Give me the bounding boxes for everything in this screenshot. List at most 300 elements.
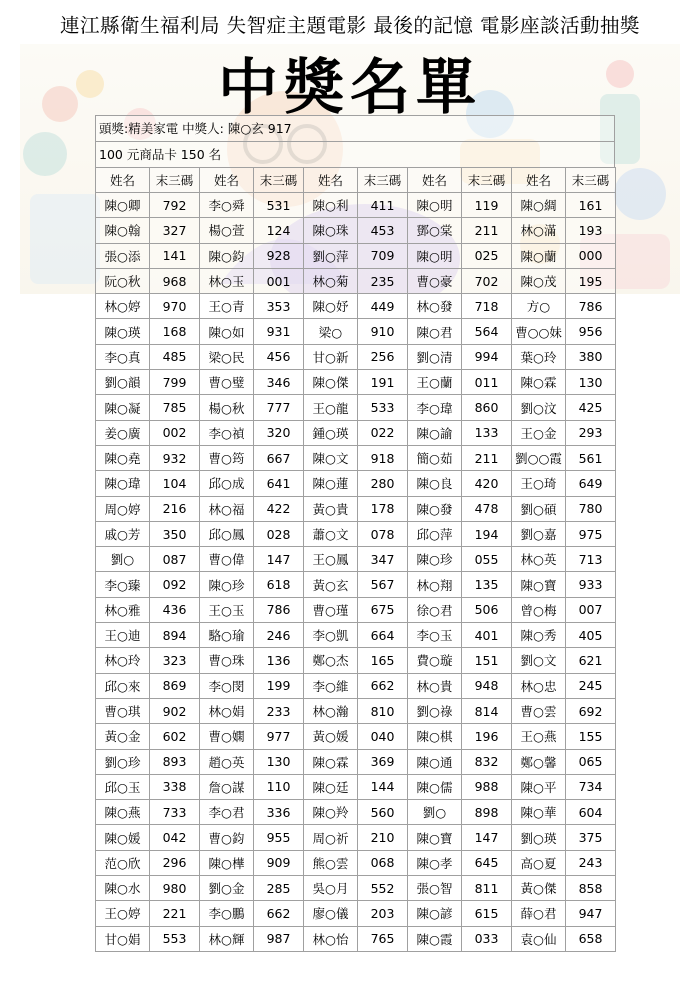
winner-code-cell: 011	[462, 370, 512, 395]
winner-code-cell: 168	[150, 319, 200, 344]
winner-name-cell: 詹○謀	[200, 774, 254, 799]
winner-code-cell: 968	[150, 268, 200, 293]
winner-code-cell: 130	[566, 370, 616, 395]
winner-code-cell: 531	[254, 193, 304, 218]
winners-table	[95, 167, 616, 952]
winner-name-cell: 曹○琪	[96, 698, 150, 723]
winner-name-cell: 林○貴	[408, 673, 462, 698]
winner-code-cell: 713	[566, 547, 616, 572]
column-header-name: 姓名	[512, 168, 566, 193]
winner-name-cell: 黃○媛	[304, 724, 358, 749]
table-row	[96, 243, 616, 268]
winner-code-cell: 065	[566, 749, 616, 774]
winner-code-cell: 675	[358, 597, 408, 622]
winner-name-cell: 曹○珠	[200, 648, 254, 673]
winner-code-cell: 022	[358, 420, 408, 445]
table-body	[96, 193, 616, 952]
winner-name-cell: 劉○清	[408, 344, 462, 369]
winner-code-cell: 449	[358, 294, 408, 319]
winner-code-cell: 567	[358, 572, 408, 597]
winner-name-cell: 葉○玲	[512, 344, 566, 369]
winner-code-cell: 931	[254, 319, 304, 344]
table-row	[96, 193, 616, 218]
winner-name-cell: 陳○樺	[200, 850, 254, 875]
winner-code-cell: 709	[358, 243, 408, 268]
winner-code-cell: 028	[254, 521, 304, 546]
winner-name-cell: 駱○瑜	[200, 623, 254, 648]
winner-code-cell: 001	[254, 268, 304, 293]
winner-name-cell: 梁○	[304, 319, 358, 344]
winner-code-cell: 552	[358, 876, 408, 901]
winner-name-cell: 林○忠	[512, 673, 566, 698]
winner-code-cell: 002	[150, 420, 200, 445]
winner-code-cell: 246	[254, 623, 304, 648]
winner-code-cell: 025	[462, 243, 512, 268]
winner-name-cell: 劉○祿	[408, 698, 462, 723]
winner-name-cell: 李○凱	[304, 623, 358, 648]
winner-name-cell: 陳○君	[408, 319, 462, 344]
winner-code-cell: 955	[254, 825, 304, 850]
winner-name-cell: 陳○良	[408, 471, 462, 496]
winner-code-cell: 245	[566, 673, 616, 698]
table-row	[96, 496, 616, 521]
winner-name-cell: 李○瑋	[408, 395, 462, 420]
winner-name-cell: 吳○月	[304, 876, 358, 901]
winner-code-cell: 124	[254, 218, 304, 243]
table-row	[96, 597, 616, 622]
winner-code-cell: 216	[150, 496, 200, 521]
winner-name-cell: 陳○秀	[512, 623, 566, 648]
winner-name-cell: 陳○珍	[408, 547, 462, 572]
winner-name-cell: 徐○君	[408, 597, 462, 622]
table-row	[96, 749, 616, 774]
winner-code-cell: 141	[150, 243, 200, 268]
winner-code-cell: 040	[358, 724, 408, 749]
winner-name-cell: 陳○凝	[96, 395, 150, 420]
winner-code-cell: 533	[358, 395, 408, 420]
winner-code-cell: 641	[254, 471, 304, 496]
winner-code-cell: 195	[566, 268, 616, 293]
winner-code-cell: 858	[566, 876, 616, 901]
winner-code-cell: 210	[358, 825, 408, 850]
winner-code-cell: 918	[358, 445, 408, 470]
winner-name-cell: 曹○鈞	[200, 825, 254, 850]
winner-code-cell: 104	[150, 471, 200, 496]
winner-name-cell: 陳○卿	[96, 193, 150, 218]
winner-code-cell: 988	[462, 774, 512, 799]
winner-name-cell: 林○福	[200, 496, 254, 521]
winner-name-cell: 陳○媛	[96, 825, 150, 850]
winner-name-cell: 曹○璧	[200, 370, 254, 395]
winner-code-cell: 786	[566, 294, 616, 319]
winner-code-cell: 832	[462, 749, 512, 774]
winner-name-cell: 林○怡	[304, 926, 358, 951]
winner-code-cell: 618	[254, 572, 304, 597]
winner-name-cell: 劉○文	[512, 648, 566, 673]
winner-name-cell: 劉○韻	[96, 370, 150, 395]
winner-name-cell: 劉○金	[200, 876, 254, 901]
winners-heading: 中獎名單	[218, 53, 482, 123]
winner-code-cell: 658	[566, 926, 616, 951]
winner-code-cell: 456	[254, 344, 304, 369]
table-row	[96, 319, 616, 344]
winner-code-cell: 928	[254, 243, 304, 268]
winner-code-cell: 933	[566, 572, 616, 597]
winner-name-cell: 陳○通	[408, 749, 462, 774]
winner-code-cell: 211	[462, 445, 512, 470]
winner-code-cell: 130	[254, 749, 304, 774]
table-row	[96, 471, 616, 496]
winner-name-cell: 劉○碩	[512, 496, 566, 521]
column-header-code: 末三碼	[358, 168, 408, 193]
winner-name-cell: 林○英	[512, 547, 566, 572]
winner-name-cell: 劉○嘉	[512, 521, 566, 546]
winner-code-cell: 777	[254, 395, 304, 420]
winner-code-cell: 948	[462, 673, 512, 698]
winner-name-cell: 陳○羚	[304, 800, 358, 825]
winner-code-cell: 980	[150, 876, 200, 901]
winner-name-cell: 陳○霖	[512, 370, 566, 395]
winner-code-cell: 346	[254, 370, 304, 395]
winner-code-cell: 780	[566, 496, 616, 521]
winner-name-cell: 李○臻	[96, 572, 150, 597]
winner-code-cell: 196	[462, 724, 512, 749]
winner-name-cell: 高○夏	[512, 850, 566, 875]
table-row	[96, 445, 616, 470]
column-header-name: 姓名	[96, 168, 150, 193]
winner-code-cell: 119	[462, 193, 512, 218]
winner-code-cell: 280	[358, 471, 408, 496]
table-row	[96, 901, 616, 926]
winner-code-cell: 401	[462, 623, 512, 648]
winner-name-cell: 阮○秋	[96, 268, 150, 293]
winner-name-cell: 黃○金	[96, 724, 150, 749]
winner-name-cell: 陳○孝	[408, 850, 462, 875]
winner-name-cell: 陳○翰	[96, 218, 150, 243]
winner-name-cell: 簡○茹	[408, 445, 462, 470]
winner-code-cell: 485	[150, 344, 200, 369]
winner-name-cell: 張○智	[408, 876, 462, 901]
winner-name-cell: 陳○鈞	[200, 243, 254, 268]
winner-code-cell: 296	[150, 850, 200, 875]
winner-code-cell: 860	[462, 395, 512, 420]
winner-code-cell: 898	[462, 800, 512, 825]
winner-name-cell: 薛○君	[512, 901, 566, 926]
winner-code-cell: 233	[254, 698, 304, 723]
winner-code-cell: 649	[566, 471, 616, 496]
table-row	[96, 420, 616, 445]
winner-name-cell: 陳○瑛	[96, 319, 150, 344]
winner-name-cell: 曹○嫻	[200, 724, 254, 749]
winner-code-cell: 702	[462, 268, 512, 293]
winner-code-cell: 203	[358, 901, 408, 926]
table-header-row	[96, 168, 616, 193]
winner-name-cell: 甘○娟	[96, 926, 150, 951]
winner-name-cell: 陳○如	[200, 319, 254, 344]
winner-name-cell: 曹○偉	[200, 547, 254, 572]
winner-name-cell: 曹○筠	[200, 445, 254, 470]
column-header-code: 末三碼	[254, 168, 304, 193]
winner-name-cell: 劉○萍	[304, 243, 358, 268]
winner-name-cell: 袁○仙	[512, 926, 566, 951]
winner-name-cell: 蕭○文	[304, 521, 358, 546]
winner-name-cell: 陳○發	[408, 496, 462, 521]
winner-code-cell: 350	[150, 521, 200, 546]
table-row	[96, 623, 616, 648]
table-row	[96, 876, 616, 901]
winner-code-cell: 353	[254, 294, 304, 319]
winner-name-cell: 陳○明	[408, 193, 462, 218]
winner-code-cell: 087	[150, 547, 200, 572]
winner-code-cell: 947	[566, 901, 616, 926]
winner-name-cell: 黃○玄	[304, 572, 358, 597]
winner-code-cell: 987	[254, 926, 304, 951]
winner-code-cell: 369	[358, 749, 408, 774]
winner-name-cell: 李○玉	[408, 623, 462, 648]
winner-name-cell: 邱○萍	[408, 521, 462, 546]
winner-name-cell: 林○瀚	[304, 698, 358, 723]
winner-name-cell: 陳○儒	[408, 774, 462, 799]
winner-name-cell: 陳○華	[512, 800, 566, 825]
winner-code-cell: 909	[254, 850, 304, 875]
winner-name-cell: 林○娟	[200, 698, 254, 723]
winner-name-cell: 陳○傑	[304, 370, 358, 395]
winner-code-cell: 411	[358, 193, 408, 218]
winner-code-cell: 092	[150, 572, 200, 597]
winner-name-cell: 費○璇	[408, 648, 462, 673]
winner-code-cell: 894	[150, 623, 200, 648]
winner-name-cell: 林○滿	[512, 218, 566, 243]
winner-name-cell: 林○雅	[96, 597, 150, 622]
winner-code-cell: 478	[462, 496, 512, 521]
winner-name-cell: 林○輝	[200, 926, 254, 951]
winner-code-cell: 970	[150, 294, 200, 319]
table-row	[96, 370, 616, 395]
column-header-name: 姓名	[408, 168, 462, 193]
winner-name-cell: 陳○霖	[304, 749, 358, 774]
column-header-name: 姓名	[200, 168, 254, 193]
winner-code-cell: 211	[462, 218, 512, 243]
table-row	[96, 724, 616, 749]
winner-name-cell: 范○欣	[96, 850, 150, 875]
winner-name-cell: 陳○棋	[408, 724, 462, 749]
winner-name-cell: 李○舜	[200, 193, 254, 218]
table-row	[96, 800, 616, 825]
winner-name-cell: 陳○利	[304, 193, 358, 218]
winner-name-cell: 陳○堯	[96, 445, 150, 470]
winner-name-cell: 李○禎	[200, 420, 254, 445]
winner-name-cell: 陳○瑋	[96, 471, 150, 496]
winner-code-cell: 975	[566, 521, 616, 546]
winner-name-cell: 陳○諺	[408, 901, 462, 926]
winner-name-cell: 林○玉	[200, 268, 254, 293]
winner-name-cell: 陳○綢	[512, 193, 566, 218]
winner-code-cell: 007	[566, 597, 616, 622]
winner-code-cell: 338	[150, 774, 200, 799]
winner-code-cell: 765	[358, 926, 408, 951]
winner-name-cell: 陳○蓮	[304, 471, 358, 496]
winner-code-cell: 869	[150, 673, 200, 698]
table-row	[96, 850, 616, 875]
winner-code-cell: 645	[462, 850, 512, 875]
winner-name-cell: 鄧○棠	[408, 218, 462, 243]
winner-code-cell: 814	[462, 698, 512, 723]
column-header-code: 末三碼	[566, 168, 616, 193]
winner-code-cell: 425	[566, 395, 616, 420]
winner-code-cell: 199	[254, 673, 304, 698]
winner-name-cell: 陳○燕	[96, 800, 150, 825]
winner-code-cell: 078	[358, 521, 408, 546]
winner-code-cell: 178	[358, 496, 408, 521]
grand-prize-line: 頭獎:精美家電 中獎人: 陳○玄 917	[95, 115, 615, 141]
winner-name-cell: 林○翔	[408, 572, 462, 597]
table-row	[96, 268, 616, 293]
winner-code-cell: 327	[150, 218, 200, 243]
winner-name-cell: 周○婷	[96, 496, 150, 521]
winner-code-cell: 667	[254, 445, 304, 470]
winner-name-cell: 邱○成	[200, 471, 254, 496]
winner-name-cell: 鍾○瑛	[304, 420, 358, 445]
table-row	[96, 344, 616, 369]
winner-code-cell: 194	[462, 521, 512, 546]
winner-name-cell: 劉○	[96, 547, 150, 572]
winner-code-cell: 560	[358, 800, 408, 825]
winner-code-cell: 336	[254, 800, 304, 825]
winner-code-cell: 147	[254, 547, 304, 572]
winner-code-cell: 602	[150, 724, 200, 749]
winner-code-cell: 621	[566, 648, 616, 673]
winner-name-cell: 周○祈	[304, 825, 358, 850]
table-row	[96, 698, 616, 723]
winner-code-cell: 977	[254, 724, 304, 749]
winner-name-cell: 劉○	[408, 800, 462, 825]
winner-name-cell: 楊○秋	[200, 395, 254, 420]
winner-name-cell: 邱○來	[96, 673, 150, 698]
winner-code-cell: 243	[566, 850, 616, 875]
winner-code-cell: 662	[254, 901, 304, 926]
winner-name-cell: 黃○傑	[512, 876, 566, 901]
table-row	[96, 521, 616, 546]
winner-code-cell: 193	[566, 218, 616, 243]
winner-code-cell: 932	[150, 445, 200, 470]
winner-code-cell: 235	[358, 268, 408, 293]
table-row	[96, 294, 616, 319]
column-header-name: 姓名	[304, 168, 358, 193]
winner-name-cell: 林○發	[408, 294, 462, 319]
winner-code-cell: 347	[358, 547, 408, 572]
winner-name-cell: 王○龍	[304, 395, 358, 420]
winner-name-cell: 陳○蘭	[512, 243, 566, 268]
winner-code-cell: 161	[566, 193, 616, 218]
winner-code-cell: 910	[358, 319, 408, 344]
winner-code-cell: 380	[566, 344, 616, 369]
winner-code-cell: 110	[254, 774, 304, 799]
winner-code-cell: 293	[566, 420, 616, 445]
winner-code-cell: 033	[462, 926, 512, 951]
gift-card-line: 100 元商品卡 150 名	[95, 141, 615, 167]
winner-name-cell: 廖○儀	[304, 901, 358, 926]
winner-code-cell: 285	[254, 876, 304, 901]
winner-name-cell: 王○玉	[200, 597, 254, 622]
winner-name-cell: 姜○廣	[96, 420, 150, 445]
winner-name-cell: 王○鳳	[304, 547, 358, 572]
winner-code-cell: 792	[150, 193, 200, 218]
winner-code-cell: 256	[358, 344, 408, 369]
winner-code-cell: 422	[254, 496, 304, 521]
winner-name-cell: 陳○茂	[512, 268, 566, 293]
winner-code-cell: 734	[566, 774, 616, 799]
winner-name-cell: 劉○珍	[96, 749, 150, 774]
winner-name-cell: 王○婷	[96, 901, 150, 926]
winner-code-cell: 733	[150, 800, 200, 825]
winner-code-cell: 147	[462, 825, 512, 850]
winner-code-cell: 453	[358, 218, 408, 243]
winner-name-cell: 邱○鳳	[200, 521, 254, 546]
winner-name-cell: 林○菊	[304, 268, 358, 293]
winner-code-cell: 799	[150, 370, 200, 395]
winner-name-cell: 曹○○妹	[512, 319, 566, 344]
winner-name-cell: 陳○珍	[200, 572, 254, 597]
winner-code-cell: 191	[358, 370, 408, 395]
table-row	[96, 926, 616, 951]
winner-name-cell: 戚○芳	[96, 521, 150, 546]
column-header-code: 末三碼	[150, 168, 200, 193]
winner-name-cell: 甘○新	[304, 344, 358, 369]
table-row	[96, 218, 616, 243]
winner-code-cell: 133	[462, 420, 512, 445]
winner-name-cell: 鄭○杰	[304, 648, 358, 673]
winner-code-cell: 144	[358, 774, 408, 799]
winner-code-cell: 420	[462, 471, 512, 496]
winner-name-cell: 王○金	[512, 420, 566, 445]
winner-code-cell: 000	[566, 243, 616, 268]
winner-name-cell: 梁○民	[200, 344, 254, 369]
winner-name-cell: 曹○雲	[512, 698, 566, 723]
winner-code-cell: 042	[150, 825, 200, 850]
winner-code-cell: 902	[150, 698, 200, 723]
winner-name-cell: 王○蘭	[408, 370, 462, 395]
winner-name-cell: 林○玲	[96, 648, 150, 673]
winner-name-cell: 陳○廷	[304, 774, 358, 799]
winner-code-cell: 561	[566, 445, 616, 470]
winner-name-cell: 陳○水	[96, 876, 150, 901]
winner-name-cell: 熊○雲	[304, 850, 358, 875]
table-row	[96, 774, 616, 799]
winner-code-cell: 810	[358, 698, 408, 723]
winner-name-cell: 趙○英	[200, 749, 254, 774]
winner-name-cell: 李○真	[96, 344, 150, 369]
winner-name-cell: 陳○妤	[304, 294, 358, 319]
winner-name-cell: 曹○豪	[408, 268, 462, 293]
winner-code-cell: 553	[150, 926, 200, 951]
winner-name-cell: 曹○瑾	[304, 597, 358, 622]
winner-code-cell: 692	[566, 698, 616, 723]
winner-code-cell: 718	[462, 294, 512, 319]
winner-code-cell: 664	[358, 623, 408, 648]
winner-name-cell: 林○婷	[96, 294, 150, 319]
winner-code-cell: 320	[254, 420, 304, 445]
winner-code-cell: 151	[462, 648, 512, 673]
winner-code-cell: 956	[566, 319, 616, 344]
winner-code-cell: 564	[462, 319, 512, 344]
winner-code-cell: 662	[358, 673, 408, 698]
winner-code-cell: 155	[566, 724, 616, 749]
winner-name-cell: 李○鵬	[200, 901, 254, 926]
column-header-code: 末三碼	[462, 168, 512, 193]
winner-name-cell: 邱○玉	[96, 774, 150, 799]
winner-name-cell: 楊○萱	[200, 218, 254, 243]
winner-code-cell: 375	[566, 825, 616, 850]
